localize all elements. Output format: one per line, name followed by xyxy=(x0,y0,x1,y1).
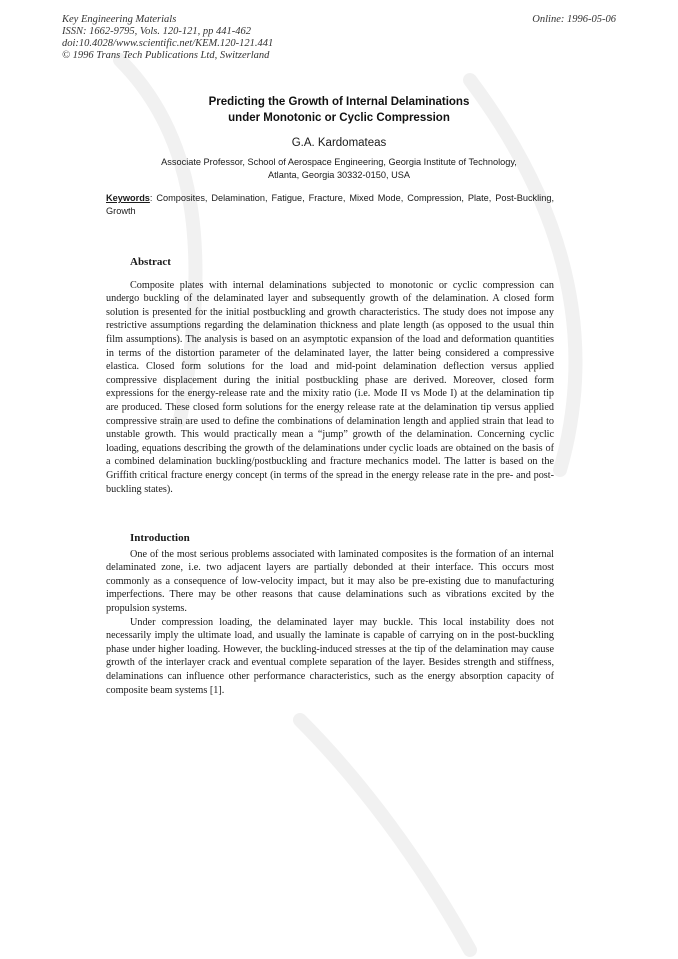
introduction-heading: Introduction xyxy=(130,532,190,544)
abstract-heading: Abstract xyxy=(130,256,171,268)
keywords-text: : Composites, Delamination, Fatigue, Fracture, Mixed Mode, Compression, Plate, Post-Buckling, Growth xyxy=(106,193,554,216)
paper-title xyxy=(0,94,678,126)
affiliation-line-1: Associate Professor, School of Aerospace Engineering, Georgia Institute of Technology, xyxy=(161,157,517,167)
journal-name: Key Engineering Materials xyxy=(62,14,177,25)
issn-line: ISSN: 1662-9795, Vols. 120-121, pp 441-462 xyxy=(62,26,251,37)
affiliation xyxy=(0,156,678,182)
journal-header xyxy=(62,14,273,62)
author-name: G.A. Kardomateas xyxy=(291,137,387,149)
introduction-paragraph-1: One of the most serious problems associated with laminated composites is the formation of an internal delaminated zone, i.e. two adjacent layers are partially debonded at their interface. This occurs most commonly as a consequence of low-velocity impact, but it may also be pre-existing due to manufacturing imperfections. There may be other reasons that cause delaminations such as vibrations excited by the propulsion systems. xyxy=(106,548,554,614)
copyright-line: © 1996 Trans Tech Publications Ltd, Switzerland xyxy=(62,50,270,61)
doi-line: doi:10.4028/www.scientific.net/KEM.120-121.441 xyxy=(62,38,274,49)
abstract-section xyxy=(106,256,554,496)
title-line-2: under Monotonic or Cyclic Compression xyxy=(228,112,450,124)
online-date: Online: 1996-05-06 xyxy=(532,14,616,25)
keywords-label: Keywords xyxy=(106,193,150,203)
keywords xyxy=(106,192,554,218)
introduction-paragraph-2: Under compression loading, the delaminated layer may buckle. This local instability does not necessarily imply the ultimate load, and usually the laminate is capable of carrying on in the post-buckling phase under higher loading. However, the buckling-induced stresses at the tip of the delamination may cause growth of the interlayer crack and eventual complete separation of the layer. Besides strength and stiffness, delaminations can influence other performance characteristics, such as the energy absorption capacity of composite beam systems [1]. xyxy=(106,616,554,696)
affiliation-line-2: Atlanta, Georgia 30332-0150, USA xyxy=(268,170,410,180)
abstract-text: Composite plates with internal delaminations subjected to monotonic or cyclic compression can undergo buckling of the delaminated layer and subsequently growth of the delamination. A closed form solution is presented for the initial postbuckling and growth characteristics. The study does not impose any restrictive assumptions regarding the delamination thickness and plate length (as opposed to the usual thin film assumptions). The analysis is based on an asymptotic expansion of the load and deformation quantities in terms of the distortion parameter of the delaminated layer, the latter being considered a compressive elastica. Closed form solutions for the load and mid-point delamination deflection versus applied compressive displacement during the initial postbuckling phase are derived. Moreover, closed form expressions for the energy-release rate and the mixity ratio (i.e. Mode II vs Mode I) at the delamination tip are produced. These closed form solutions for the energy release rate at the delamination tip versus applied compressive strain are used to define the combinations of delamination length and applied strain that lead to unstable growth. This would practically mean a “jump” growth of the delamination. Concerning cyclic loading, equations describing the growth of the delaminations under cyclic loads are obtained on the basis of a combined delamination buckling/postbuckling and fracture mechanics model. The latter is based on the Griffith critical fracture energy concept (in terms of the spread in the energy release rate in the pre- and post- buckling states). xyxy=(106,279,554,495)
introduction-section xyxy=(106,532,554,697)
title-line-1: Predicting the Growth of Internal Delaminations xyxy=(208,96,470,108)
